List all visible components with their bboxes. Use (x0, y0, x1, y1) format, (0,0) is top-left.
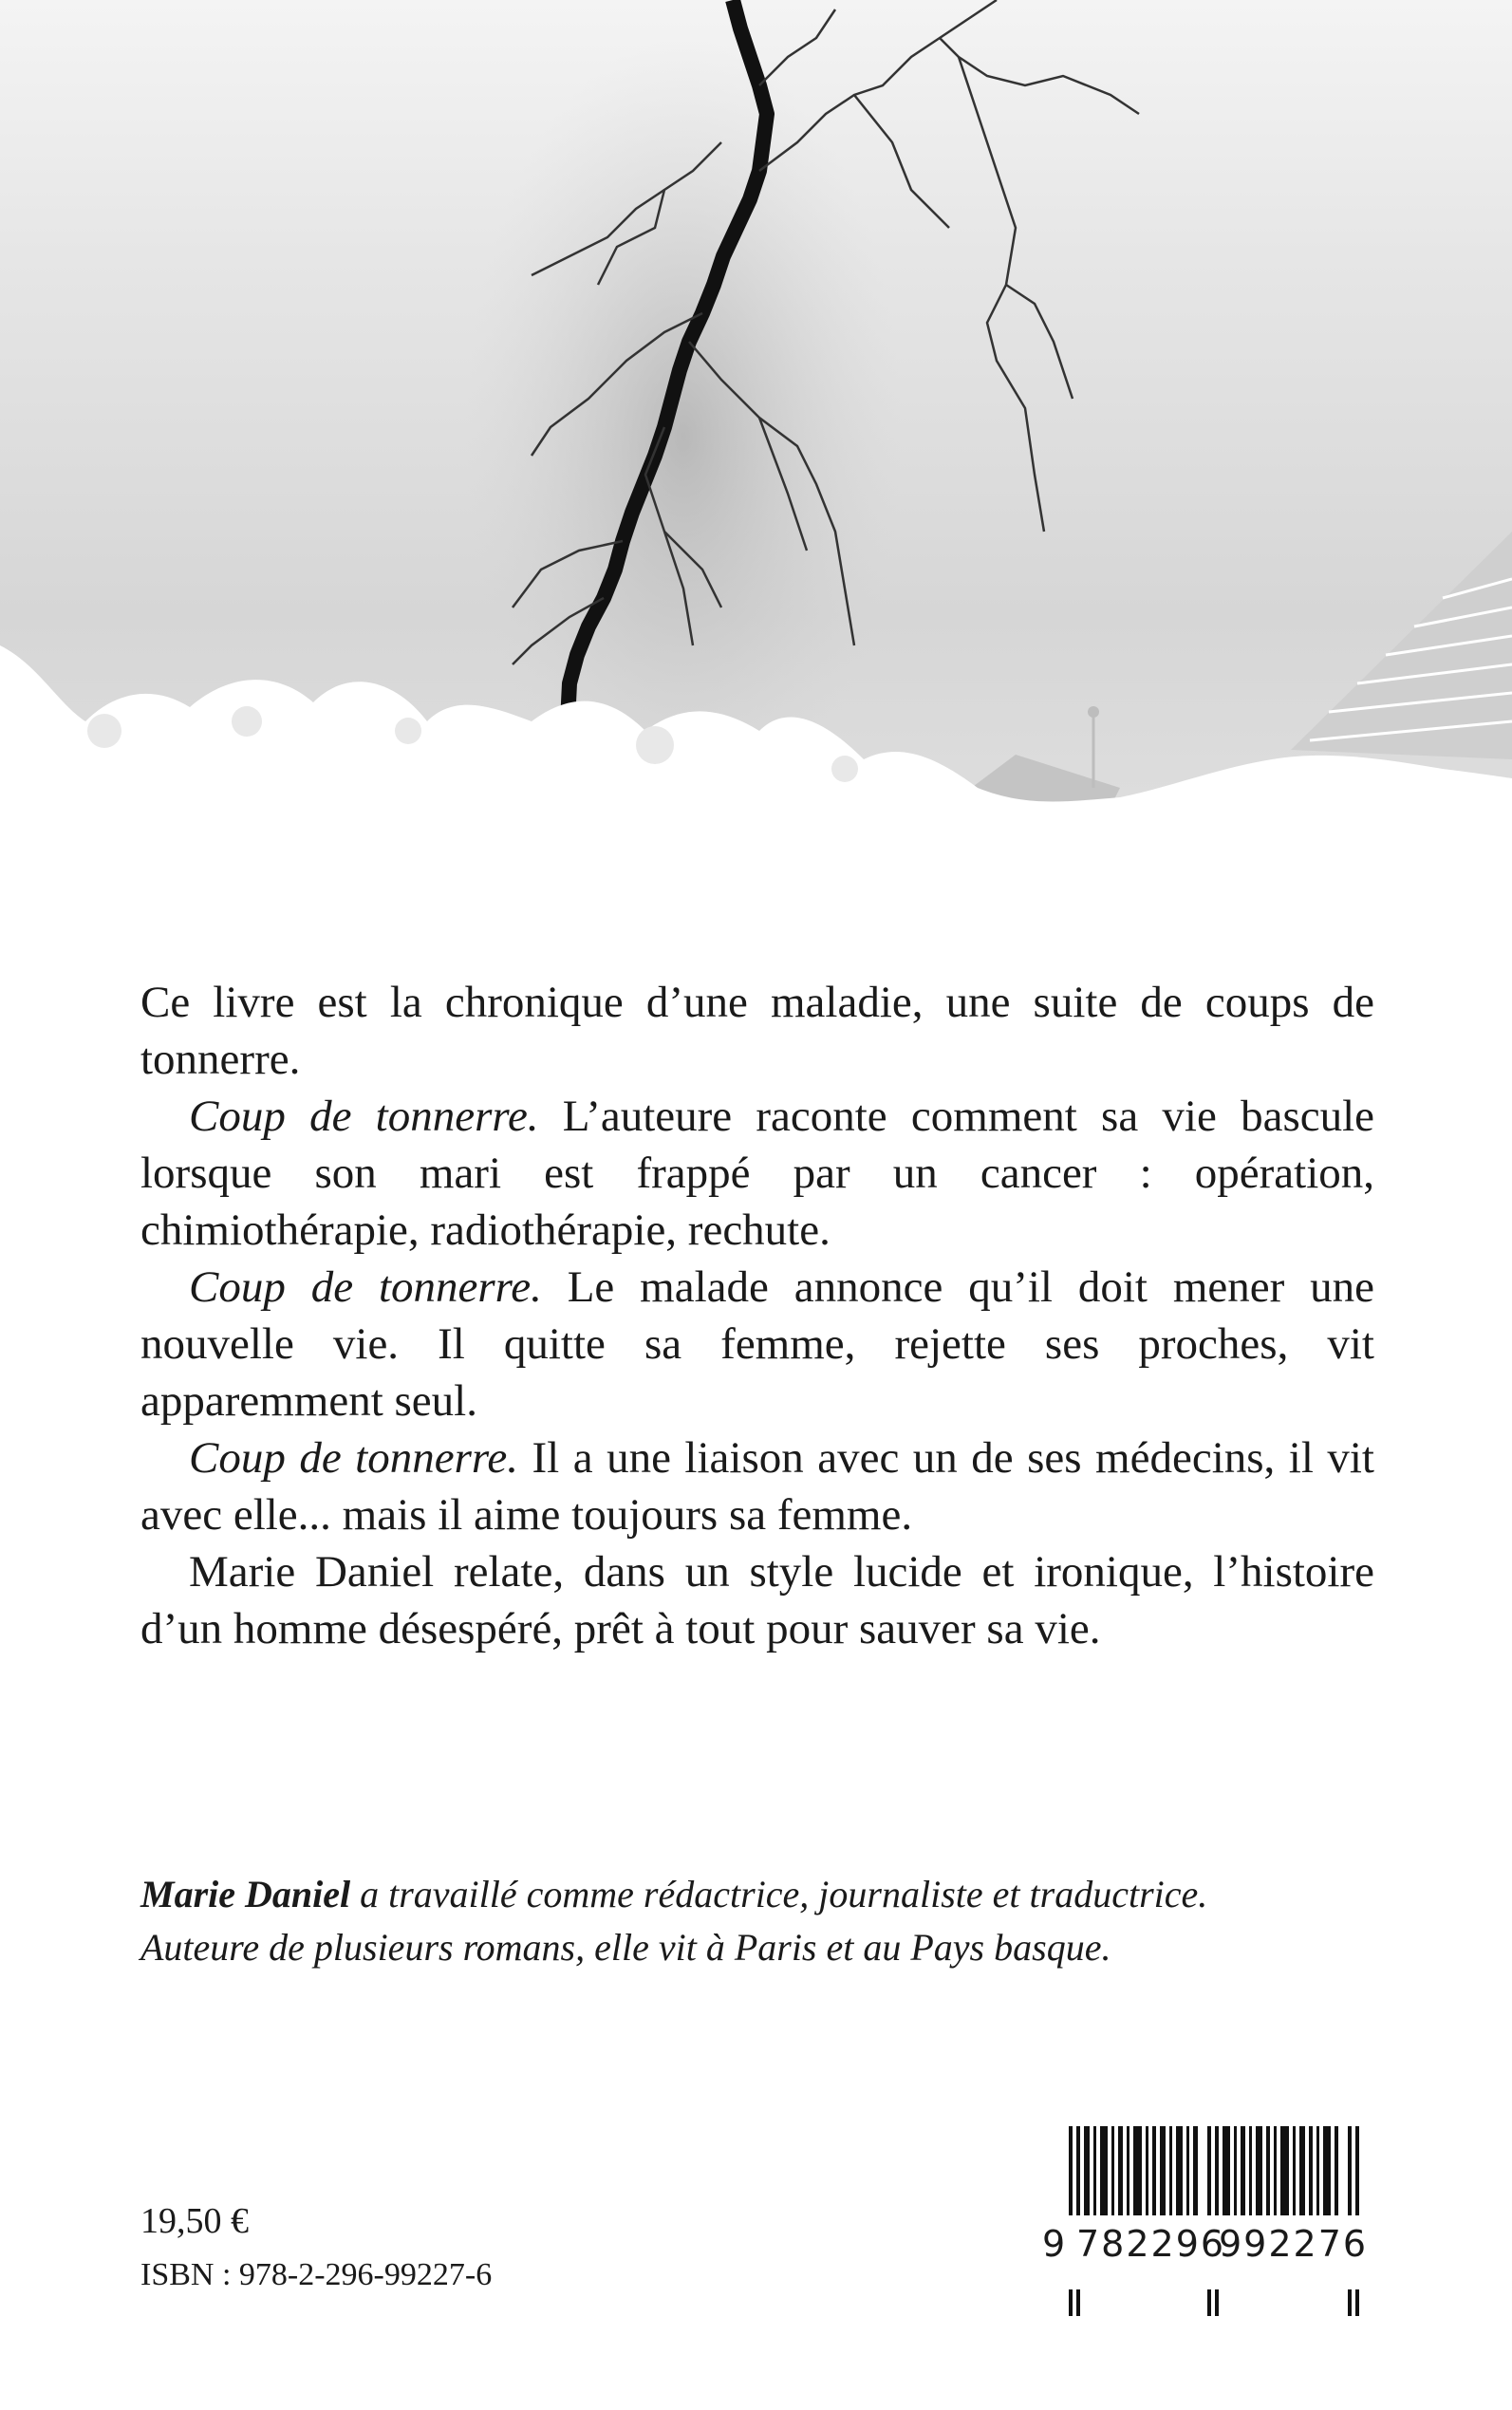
back-cover-blurb (140, 974, 1374, 1657)
blurb-paragraph: Ce livre est la chronique d’une maladie, une suite de coups de tonnerre. (140, 978, 1374, 1084)
barcode-digit-group: 782296 (1076, 2223, 1226, 2265)
blurb-italic-phrase: Coup de tonnerre. (189, 1262, 542, 1312)
blurb-paragraph: Coup de tonnerre. Il a une liaison avec un de ses médecins, il vit avec elle... mais il aime toujours sa femme. (140, 1433, 1374, 1540)
barcode-digit-first: 9 (1042, 2223, 1068, 2265)
isbn: ISBN : 978-2-296-99227-6 (140, 2257, 493, 2292)
blurb-paragraph: Coup de tonnerre. L’auteure raconte comment sa vie bascule lorsque son mari est frappé par un cancer : opération, chimiothérapie, radiothérapie, rechute. (140, 1092, 1375, 1255)
blurb-italic-phrase: Coup de tonnerre. (189, 1433, 519, 1483)
author-name: Marie Daniel (140, 1873, 351, 1915)
cover-photo-lightning (0, 0, 1512, 1025)
author-bio (140, 1868, 1374, 1974)
barcode-number (1042, 2215, 1369, 2289)
author-bio-line: Marie Daniel a travaillé comme rédactrice, journaliste et traductrice. (140, 1873, 1208, 1915)
blurb-paragraph: Marie Daniel relate, dans un style lucide et ironique, l’histoire d’un homme désespéré, prêt à tout pour sauver sa vie. (140, 1547, 1374, 1653)
price: 19,50 € (140, 2201, 249, 2241)
author-bio-line: Auteure de plusieurs romans, elle vit à Paris et au Pays basque. (140, 1926, 1111, 1969)
blurb-paragraph: Coup de tonnerre. Le malade annonce qu’il doit mener une nouvelle vie. Il quitte sa femme, rejette ses proches, vit apparemment seul. (140, 1262, 1375, 1426)
blurb-italic-phrase: Coup de tonnerre. (189, 1092, 539, 1141)
barcode-digit-group: 992276 (1219, 2223, 1369, 2265)
